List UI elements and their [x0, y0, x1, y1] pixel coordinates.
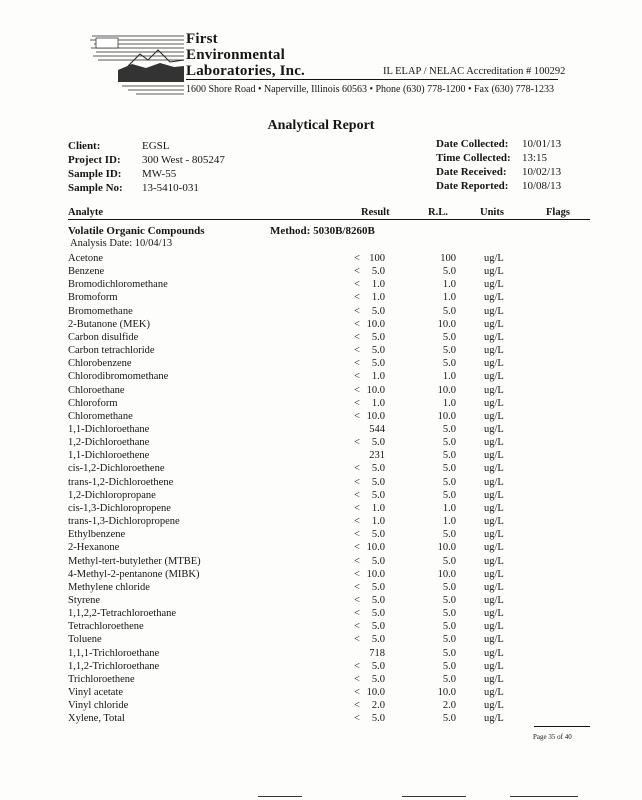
result-value: 5.0	[371, 345, 385, 357]
sample-id-value: MW-55	[142, 168, 177, 180]
time-collected-label: Time Collected:	[436, 152, 511, 164]
stray-mark	[258, 796, 302, 797]
result-qualifier: <	[354, 476, 360, 488]
reporting-limit: 5.0	[442, 437, 456, 449]
result-value: 544	[369, 424, 385, 435]
reporting-limit: 5.0	[442, 555, 456, 567]
company-address: 1600 Shore Road • Naperville, Illinois 60563 • Phone (630) 778-1200 • Fax (630) 778-1233	[186, 84, 554, 95]
column-header-analyte: Analyte	[68, 207, 103, 218]
analysis-date: Analysis Date: 10/04/13	[70, 238, 173, 249]
table-row	[0, 594, 642, 607]
reporting-limit: 10.0	[437, 687, 456, 698]
analyte-name: Methyl-tert-butylether (MTBE)	[68, 555, 201, 567]
report-title: Analytical Report	[267, 118, 375, 133]
company-name-line-1: First	[186, 31, 218, 47]
result-qualifier: <	[354, 502, 360, 514]
result-value: 5.0	[371, 555, 385, 567]
company-name-line-2: Environmental	[186, 47, 286, 63]
company-name-line-3: Laboratories, Inc.	[186, 63, 306, 79]
section-title: Volatile Organic Compounds	[68, 225, 205, 237]
analyte-name: trans-1,2-Dichloroethene	[68, 476, 174, 488]
result-qualifier: <	[354, 621, 360, 633]
column-header-result: Result	[361, 207, 390, 218]
units-value: ug/L	[484, 279, 504, 291]
table-row	[0, 423, 642, 436]
units-value: ug/L	[484, 713, 504, 725]
table-row	[0, 397, 642, 410]
stray-mark	[402, 796, 466, 797]
sample-no-label: Sample No:	[68, 182, 123, 194]
reporting-limit: 5.0	[442, 476, 456, 488]
units-value: ug/L	[484, 292, 504, 304]
table-row	[0, 686, 642, 699]
result-qualifier: <	[354, 384, 360, 396]
reporting-limit: 5.0	[442, 266, 456, 278]
result-value: 5.0	[371, 463, 385, 475]
result-qualifier: <	[354, 608, 360, 619]
result-value: 5.0	[371, 581, 385, 593]
reporting-limit: 5.0	[442, 713, 456, 725]
analyte-name: Xylene, Total	[68, 713, 125, 725]
units-value: ug/L	[484, 568, 504, 580]
result-value: 5.0	[371, 489, 385, 501]
analyte-name: 1,2-Dichloroethane	[68, 437, 150, 449]
result-qualifier: <	[354, 568, 360, 580]
units-value: ug/L	[484, 647, 504, 659]
result-qualifier: <	[354, 345, 360, 357]
reporting-limit: 10.0	[437, 384, 456, 396]
analyte-name: 2-Butanone (MEK)	[68, 318, 150, 330]
letterhead-divider	[186, 79, 558, 80]
units-value: ug/L	[484, 634, 504, 646]
analyte-name: Chloromethane	[68, 410, 133, 422]
table-row	[0, 489, 642, 502]
result-value: 10.0	[366, 542, 385, 554]
result-value: 1.0	[371, 516, 385, 527]
table-row	[0, 476, 642, 489]
analyte-name: 1,1,2,2-Tetrachloroethane	[68, 608, 177, 619]
sample-no-value: 13-5410-031	[142, 182, 199, 194]
analyte-name: Tetrachloroethene	[68, 621, 144, 633]
result-value: 10.0	[366, 568, 385, 580]
table-row	[0, 291, 642, 304]
reporting-limit: 5.0	[442, 331, 456, 343]
result-value: 5.0	[371, 476, 385, 488]
analyte-name: Chloroethane	[68, 384, 125, 396]
project-id-label: Project ID:	[68, 154, 121, 166]
table-row	[0, 541, 642, 554]
result-value: 5.0	[371, 529, 385, 541]
analyte-name: Carbon disulfide	[68, 331, 139, 343]
table-row	[0, 633, 642, 646]
result-qualifier: <	[354, 634, 360, 646]
result-qualifier: <	[354, 687, 360, 698]
reporting-limit: 1.0	[442, 371, 456, 383]
analyte-name: 1,1,1-Trichloroethane	[68, 647, 160, 659]
table-row	[0, 502, 642, 515]
result-value: 5.0	[371, 437, 385, 449]
result-value: 5.0	[371, 621, 385, 633]
analyte-name: Bromodichloromethane	[68, 279, 168, 291]
result-qualifier: <	[354, 489, 360, 501]
reporting-limit: 5.0	[442, 634, 456, 646]
units-value: ug/L	[484, 331, 504, 343]
table-row	[0, 568, 642, 581]
analyte-name: Vinyl chloride	[68, 700, 129, 712]
page-number: Page 35 of 40	[533, 733, 572, 741]
table-row	[0, 318, 642, 331]
units-value: ug/L	[484, 502, 504, 514]
result-qualifier: <	[354, 279, 360, 291]
units-value: ug/L	[484, 358, 504, 370]
result-value: 5.0	[371, 713, 385, 725]
units-value: ug/L	[484, 594, 504, 606]
project-id-value: 300 West - 805247	[142, 154, 225, 166]
result-qualifier: <	[354, 371, 360, 383]
result-qualifier: <	[354, 331, 360, 343]
analyte-name: Trichloroethene	[68, 673, 135, 685]
result-qualifier: <	[354, 700, 360, 712]
units-value: ug/L	[484, 687, 504, 698]
reporting-limit: 10.0	[437, 542, 456, 554]
date-collected-label: Date Collected:	[436, 138, 509, 150]
result-qualifier: <	[354, 358, 360, 370]
result-qualifier: <	[354, 581, 360, 593]
units-value: ug/L	[484, 489, 504, 501]
analyte-name: Bromoform	[68, 292, 118, 304]
table-row	[0, 462, 642, 475]
table-row	[0, 660, 642, 673]
reporting-limit: 2.0	[442, 700, 456, 712]
reporting-limit: 5.0	[442, 608, 456, 619]
reporting-limit: 5.0	[442, 673, 456, 685]
reporting-limit: 5.0	[442, 305, 456, 317]
result-qualifier: <	[354, 542, 360, 554]
units-value: ug/L	[484, 318, 504, 330]
column-header-units: Units	[480, 207, 504, 218]
result-value: 231	[369, 450, 385, 462]
result-value: 1.0	[371, 502, 385, 514]
stray-mark	[510, 796, 578, 797]
units-value: ug/L	[484, 345, 504, 357]
analyte-name: Carbon tetrachloride	[68, 345, 155, 357]
units-value: ug/L	[484, 410, 504, 422]
result-value: 718	[369, 647, 385, 659]
result-value: 5.0	[371, 358, 385, 370]
analyte-name: Vinyl acetate	[68, 687, 124, 698]
analyte-name: 1,1-Dichloroethane	[68, 424, 150, 435]
column-header-rl: R.L.	[428, 207, 448, 218]
reporting-limit: 1.0	[442, 516, 456, 527]
units-value: ug/L	[484, 253, 504, 264]
table-row	[0, 515, 642, 528]
units-value: ug/L	[484, 542, 504, 554]
reporting-limit: 1.0	[442, 502, 456, 514]
units-value: ug/L	[484, 608, 504, 619]
units-value: ug/L	[484, 266, 504, 278]
table-row	[0, 607, 642, 620]
column-header-flags: Flags	[546, 207, 570, 218]
reporting-limit: 5.0	[442, 345, 456, 357]
analyte-name: Methylene chloride	[68, 581, 150, 593]
result-qualifier: <	[354, 266, 360, 278]
units-value: ug/L	[484, 450, 504, 462]
table-row	[0, 673, 642, 686]
result-value: 5.0	[371, 331, 385, 343]
time-collected-value: 13:15	[522, 152, 548, 164]
table-row	[0, 712, 642, 725]
analyte-name: Chloroform	[68, 397, 118, 409]
analyte-name: trans-1,3-Dichloropropene	[68, 516, 180, 527]
reporting-limit: 5.0	[442, 529, 456, 541]
footer-divider	[534, 726, 590, 727]
header-divider	[68, 219, 590, 220]
reporting-limit: 1.0	[442, 397, 456, 409]
units-value: ug/L	[484, 621, 504, 633]
result-qualifier: <	[354, 673, 360, 685]
result-qualifier: <	[354, 529, 360, 541]
result-qualifier: <	[354, 305, 360, 317]
reporting-limit: 5.0	[442, 358, 456, 370]
units-value: ug/L	[484, 476, 504, 488]
reporting-limit: 10.0	[437, 410, 456, 422]
date-received-value: 10/02/13	[522, 166, 562, 178]
analyte-name: 4-Methyl-2-pentanone (MIBK)	[68, 568, 200, 580]
method-label: Method: 5030B/8260B	[270, 225, 375, 237]
analyte-name: Benzene	[68, 266, 105, 278]
result-value: 5.0	[371, 634, 385, 646]
table-row	[0, 528, 642, 541]
result-value: 10.0	[366, 410, 385, 422]
client-value: EGSL	[142, 140, 170, 152]
units-value: ug/L	[484, 529, 504, 541]
result-value: 5.0	[371, 660, 385, 672]
analyte-name: Ethylbenzene	[68, 529, 126, 541]
units-value: ug/L	[484, 660, 504, 672]
table-row	[0, 581, 642, 594]
reporting-limit: 5.0	[442, 450, 456, 462]
table-row	[0, 331, 642, 344]
result-value: 1.0	[371, 292, 385, 304]
result-value: 1.0	[371, 397, 385, 409]
units-value: ug/L	[484, 437, 504, 449]
result-qualifier: <	[354, 292, 360, 304]
reporting-limit: 5.0	[442, 489, 456, 501]
result-value: 100	[369, 253, 385, 264]
result-value: 10.0	[366, 384, 385, 396]
analyte-name: Acetone	[68, 253, 103, 264]
reporting-limit: 5.0	[442, 463, 456, 475]
units-value: ug/L	[484, 516, 504, 527]
result-value: 2.0	[371, 700, 385, 712]
result-qualifier: <	[354, 253, 360, 264]
analyte-name: 1,1,2-Trichloroethane	[68, 660, 160, 672]
reporting-limit: 5.0	[442, 660, 456, 672]
result-qualifier: <	[354, 555, 360, 567]
units-value: ug/L	[484, 581, 504, 593]
result-value: 5.0	[371, 594, 385, 606]
table-row	[0, 278, 642, 291]
units-value: ug/L	[484, 555, 504, 567]
table-row	[0, 370, 642, 383]
result-value: 10.0	[366, 687, 385, 698]
reporting-limit: 5.0	[442, 424, 456, 435]
units-value: ug/L	[484, 700, 504, 712]
table-row	[0, 410, 642, 423]
units-value: ug/L	[484, 424, 504, 435]
result-qualifier: <	[354, 318, 360, 330]
analyte-name: Toluene	[68, 634, 102, 646]
table-row	[0, 647, 642, 660]
units-value: ug/L	[484, 673, 504, 685]
result-qualifier: <	[354, 594, 360, 606]
units-value: ug/L	[484, 305, 504, 317]
table-row	[0, 305, 642, 318]
table-row	[0, 252, 642, 265]
units-value: ug/L	[484, 371, 504, 383]
client-label: Client:	[68, 140, 101, 152]
result-value: 1.0	[371, 371, 385, 383]
reporting-limit: 5.0	[442, 647, 456, 659]
reporting-limit: 10.0	[437, 318, 456, 330]
table-row	[0, 357, 642, 370]
result-qualifier: <	[354, 660, 360, 672]
result-qualifier: <	[354, 397, 360, 409]
accreditation-number: IL ELAP / NELAC Accreditation # 100292	[383, 66, 566, 77]
result-value: 10.0	[366, 318, 385, 330]
table-row	[0, 265, 642, 278]
reporting-limit: 5.0	[442, 594, 456, 606]
table-row	[0, 344, 642, 357]
table-row	[0, 449, 642, 462]
result-value: 1.0	[371, 279, 385, 291]
date-reported-label: Date Reported:	[436, 180, 509, 192]
reporting-limit: 1.0	[442, 292, 456, 304]
reporting-limit: 100	[440, 253, 456, 264]
analyte-name: cis-1,3-Dichloropropene	[68, 502, 171, 514]
reporting-limit: 5.0	[442, 581, 456, 593]
units-value: ug/L	[484, 463, 504, 475]
result-qualifier: <	[354, 463, 360, 475]
table-row	[0, 620, 642, 633]
analyte-name: Chlorobenzene	[68, 358, 132, 370]
date-received-label: Date Received:	[436, 166, 507, 178]
result-qualifier: <	[354, 713, 360, 725]
table-row	[0, 555, 642, 568]
table-row	[0, 384, 642, 397]
analyte-name: 1,2-Dichloropropane	[68, 489, 156, 501]
date-reported-value: 10/08/13	[522, 180, 562, 192]
units-value: ug/L	[484, 384, 504, 396]
company-logo	[88, 30, 188, 100]
table-row	[0, 699, 642, 712]
analyte-name: Styrene	[68, 594, 101, 606]
table-row	[0, 436, 642, 449]
date-collected-value: 10/01/13	[522, 138, 562, 150]
result-qualifier: <	[354, 437, 360, 449]
result-value: 5.0	[371, 608, 385, 619]
result-value: 5.0	[371, 266, 385, 278]
result-value: 5.0	[371, 305, 385, 317]
sample-id-label: Sample ID:	[68, 168, 122, 180]
units-value: ug/L	[484, 397, 504, 409]
result-qualifier: <	[354, 516, 360, 527]
analyte-name: Chlorodibromomethane	[68, 371, 169, 383]
analyte-name: 2-Hexanone	[68, 542, 120, 554]
reporting-limit: 5.0	[442, 621, 456, 633]
result-qualifier: <	[354, 410, 360, 422]
analyte-name: cis-1,2-Dichloroethene	[68, 463, 165, 475]
analyte-name: Bromomethane	[68, 305, 133, 317]
analyte-name: 1,1-Dichloroethene	[68, 450, 150, 462]
result-value: 5.0	[371, 673, 385, 685]
reporting-limit: 1.0	[442, 279, 456, 291]
reporting-limit: 10.0	[437, 568, 456, 580]
